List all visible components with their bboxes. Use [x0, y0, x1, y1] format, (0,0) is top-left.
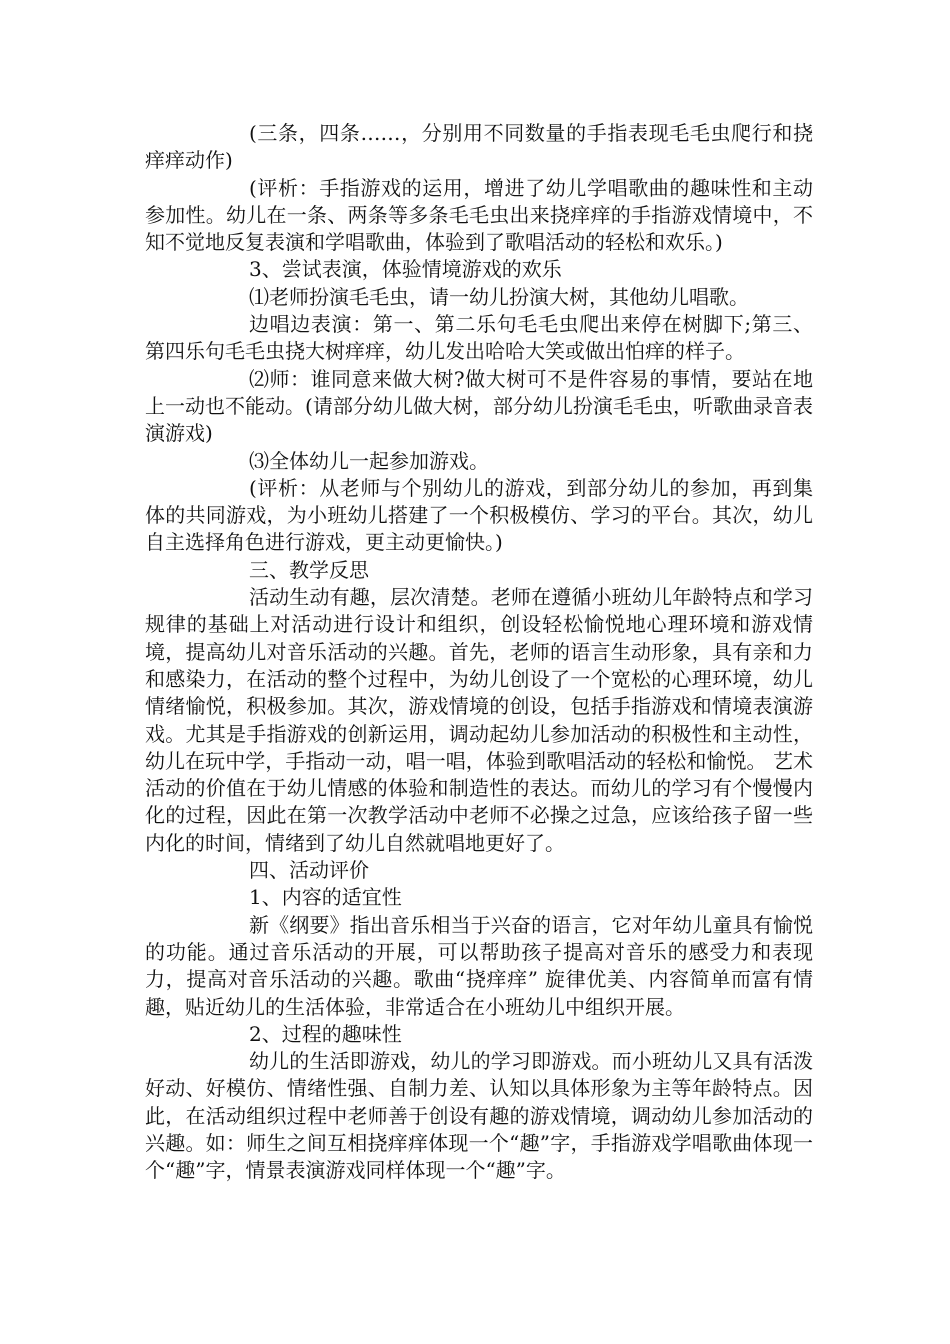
section-heading-try-performance: 3、尝试表演，体验情境游戏的欢乐 [249, 257, 562, 282]
section-heading-evaluation: 四、活动评价 [249, 858, 369, 883]
subheading-content-suitability: 1、内容的适宜性 [249, 885, 402, 910]
document-body [145, 120, 813, 1185]
paragraph-process-fun: 幼儿的生活即游戏，幼儿的学习即游戏。而小班幼儿又具有活泼好动、好模仿、情绪性强、自制力差、认知以具体形象为主等年龄特点。因此，在活动组织过程中老师善于创设有趣的游戏情境，调动幼儿参加活动的兴趣。如：师生之间互相挠痒痒体现一个“趣”字，手指游戏学唱歌曲体现一个“趣”字，情景表演游戏同样体现一个“趣”字。 [145, 1049, 813, 1183]
paragraph-sing-and-act: 边唱边表演：第一、第二乐句毛毛虫爬出来停在树脚下;第三、第四乐句毛毛虫挠大树痒痒，幼儿发出哈哈大笑或做出怕痒的样子。 [145, 312, 813, 364]
paragraph-step-1: ⑴老师扮演毛毛虫，请一幼儿扮演大树，其他幼儿唱歌。 [249, 284, 749, 309]
paragraph-reflection-body: 活动生动有趣，层次清楚。老师在遵循小班幼儿年龄特点和学习规律的基础上对活动进行设计和组织，创设轻松愉悦地心理环境和游戏情境，提高幼儿对音乐活动的兴趣。首先，老师的语言生动形象，具有亲和力和感染力，在活动的整个过程中，为幼儿创设了一个宽松的心理环境，幼儿情绪愉悦，积极参加。其次，游戏情境的创设，包括手指游戏和情境表演游戏。尤其是手指游戏的创新运用，调动起幼儿参加活动的积极性和主动性，幼儿在玩中学，手指动一动，唱一唱，体验到歌唱活动的轻松和愉悦。 艺术活动的价值在于幼儿情感的体验和制造性的表达。而幼儿的学习有个慢慢内化的过程，因此在第一次教学活动中老师不必操之过急，应该给孩子留一些内化的时间，情绪到了幼儿自然就唱地更好了。 [145, 585, 813, 855]
paragraph-review-finger-game: (评析：手指游戏的运用，增进了幼儿学唱歌曲的趣味性和主动参加性。幼儿在一条、两条等多条毛毛虫出来挠痒痒的手指游戏情境中，不知不觉地反复表演和学唱歌曲，体验到了歌唱活动的轻松和欢乐。) [145, 175, 813, 255]
paragraph-review-group-game: (评析：从老师与个别幼儿的游戏，到部分幼儿的参加，再到集体的共同游戏，为小班幼儿搭建了一个积极模仿、学习的平台。其次，幼儿自主选择角色进行游戏，更主动更愉快。) [145, 475, 813, 555]
paragraph-finger-count: (三条，四条……，分别用不同数量的手指表现毛毛虫爬行和挠痒痒动作) [145, 121, 813, 173]
paragraph-content-suitability: 新《纲要》指出音乐相当于兴奋的语言，它对年幼儿童具有愉悦的功能。通过音乐活动的开展，可以帮助孩子提高对音乐的感受力和表现力，提高对音乐活动的兴趣。歌曲“挠痒痒” 旋律优美、内容简单而富有情趣，贴近幼儿的生活体验，非常适合在小班幼儿中组织开展。 [145, 912, 813, 1019]
paragraph-step-3: ⑶全体幼儿一起参加游戏。 [249, 448, 489, 473]
subheading-process-fun: 2、过程的趣味性 [249, 1021, 402, 1046]
section-heading-reflection: 三、教学反思 [249, 557, 369, 582]
paragraph-step-2: ⑵师：谁同意来做大树?做大树可不是件容易的事情，要站在地上一动也不能动。(请部分幼儿做大树，部分幼儿扮演毛毛虫，听歌曲录音表演游戏) [145, 366, 813, 446]
